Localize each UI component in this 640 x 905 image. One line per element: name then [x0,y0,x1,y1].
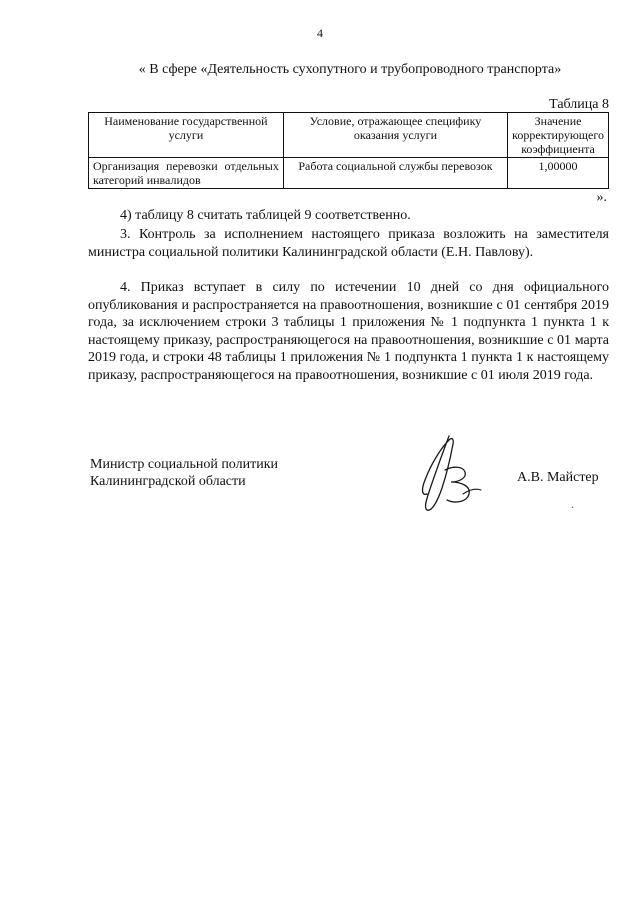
signatory-title-line-1: Министр социальной политики [90,457,279,472]
header-condition: Условие, отражающее специфику оказания услуги [283,113,507,158]
table-header-row [89,113,609,158]
signatory-title-line-2: Калининградской области [90,474,246,489]
paragraph-item-3 [88,226,609,261]
page-number: 4 [317,26,323,40]
cell-coefficient: 1,00000 [508,158,609,189]
signatory-title [90,456,278,490]
paragraph-item-5 [88,279,609,384]
stray-mark: . [571,497,574,511]
header-coefficient: Значение корректирующего коэффициента [508,113,609,158]
paragraph-text: 4) таблицу 8 считать таблицей 9 соответственно. [120,208,411,223]
signatory-name: А.В. Майстер [517,470,599,485]
handwritten-signature-icon [405,430,495,515]
paragraph-item-4 [88,207,609,225]
coefficient-table [88,112,609,189]
table-row [89,158,609,189]
table-caption: Таблица 8 [549,97,609,112]
cell-condition: Работа социальной службы перевозок [283,158,507,189]
section-heading: « В сфере «Деятельность сухопутного и трубопроводного транспорта» [138,62,562,77]
paragraph-text: 3. Контроль за исполнением настоящего приказа возложить на заместителя министра социальной политики Калининградской области (Е.Н. Павлову). [88,227,609,260]
cell-service: Организация перевозки отдельных категорий инвалидов [89,158,284,189]
closing-quote: ». [596,190,607,205]
paragraph-text: 4. Приказ вступает в силу по истечении 10 дней со дня официального опубликования и распространяется на правоотношения, возникшие с 01 сентября 2019 года, за исключением строки 3 таблицы 1 приложения № 1 подпункта 1 пункта 1 к настоящему приказу, распространяющегося на правоотношения, возникшие с 01 марта 2019 года, и строки 48 таблицы 1 приложения № 1 подпункта 1 пункта 1 к настоящему приказу, распространяющегося на правоотношения, возникшие с 01 июля 2019 года. [88,280,609,383]
header-service-name: Наименование государственной услуги [89,113,284,158]
